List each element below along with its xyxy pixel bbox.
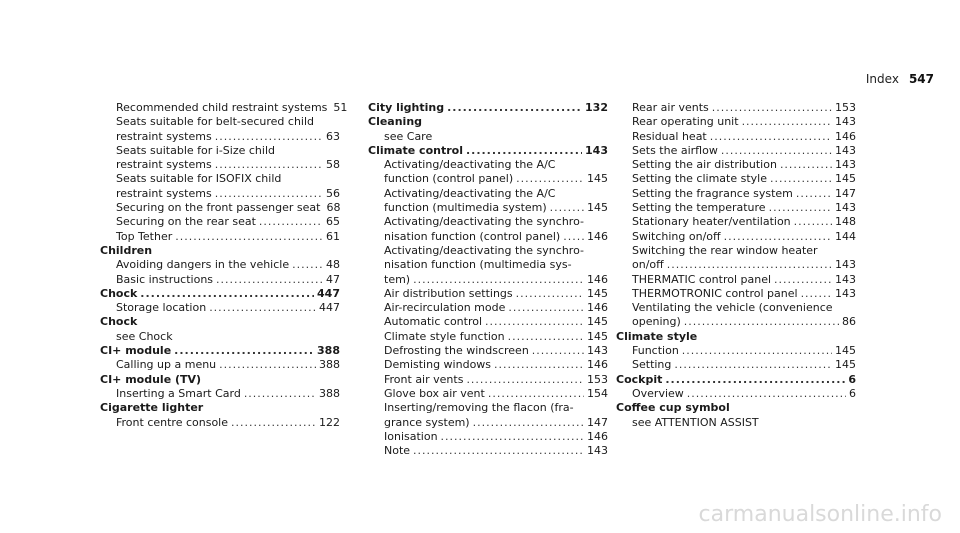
leader-dots: [667, 258, 832, 272]
entry-page-number: 146: [587, 272, 608, 286]
entry-text: Storage location: [116, 301, 207, 315]
entry-text: Setting: [632, 358, 672, 372]
leader-dots: [710, 130, 832, 144]
entry-text: Inserting a Smart Card: [116, 386, 241, 400]
entry-page-number: 148: [835, 215, 856, 229]
entry-text: Residual heat: [632, 129, 707, 143]
index-subentry: [100, 201, 340, 215]
index-subentry: [616, 416, 856, 430]
entry-page-number: 6: [849, 386, 856, 400]
entry-page-number: 143: [835, 143, 856, 157]
entry-page-number: 147: [835, 186, 856, 200]
entry-text: Glove box air vent: [384, 386, 485, 400]
entry-text: Demisting windows: [384, 358, 492, 372]
entry-text: Cigarette lighter: [100, 401, 204, 415]
leader-dots: [413, 273, 584, 287]
index-heading: [100, 287, 340, 301]
leader-dots: [794, 215, 832, 229]
index-subentry: [616, 158, 856, 172]
entry-text: Front air vents: [384, 372, 464, 386]
index-subentry: [100, 258, 340, 272]
index-subentry: [616, 258, 856, 272]
index-heading: [616, 401, 856, 415]
entry-page-number: 58: [326, 158, 340, 172]
index-subentry: [368, 301, 608, 315]
entry-text: Seats suitable for ISOFIX child: [116, 172, 282, 186]
entry-text: Activating/deactivating the A/C: [384, 186, 556, 200]
entry-page-number: 146: [587, 358, 608, 372]
index-subentry: [368, 315, 608, 329]
index-subentry: [616, 201, 856, 215]
index-subentry: [100, 230, 340, 244]
index-heading: [368, 101, 608, 115]
entry-text: restraint systems: [116, 129, 212, 143]
index-subentry: [616, 244, 856, 258]
entry-text: Setting the climate style: [632, 172, 768, 186]
entry-page-number: 143: [587, 344, 608, 358]
index-subentry: [616, 273, 856, 287]
index-heading: [616, 373, 856, 387]
entry-text: see Care: [384, 129, 433, 143]
entry-text: Note: [384, 444, 411, 458]
entry-page-number: 47: [326, 272, 340, 286]
leader-dots: [724, 230, 832, 244]
page-header: [866, 72, 934, 86]
entry-text: Rear operating unit: [632, 115, 739, 129]
index-subentry: [616, 358, 856, 372]
index-subentry: [368, 287, 608, 301]
index-subentry: [100, 273, 340, 287]
index-subentry: [368, 187, 608, 201]
index-subentry: [368, 244, 608, 258]
index-column-2: [368, 101, 608, 458]
entry-page-number: 6: [848, 372, 856, 386]
entry-text: Sets the airflow: [632, 143, 718, 157]
entry-text: nisation function (multimedia sys-: [384, 258, 572, 272]
entry-text: nisation function (control panel): [384, 229, 561, 243]
index-subentry: [616, 172, 856, 186]
entry-text: Chock: [100, 286, 138, 300]
index-subentry: [368, 401, 608, 415]
entry-text: Cleaning: [368, 115, 423, 129]
entry-page-number: 153: [587, 372, 608, 386]
leader-dots: [466, 144, 582, 158]
entry-text: opening): [632, 315, 681, 329]
leader-dots: [485, 315, 584, 329]
entry-text: Ionisation: [384, 429, 438, 443]
entry-text: Front centre console: [116, 415, 228, 429]
entry-text: Securing on the front passenger seat: [116, 201, 321, 215]
leader-dots: [712, 101, 832, 115]
index-subentry: [368, 358, 608, 372]
leader-dots: [774, 273, 832, 287]
entry-page-number: 145: [587, 315, 608, 329]
index-subentry: [100, 101, 348, 115]
leader-dots: [508, 330, 584, 344]
leader-dots: [796, 187, 832, 201]
index-subentry: [616, 315, 856, 329]
entry-page-number: 51: [333, 101, 348, 114]
index-subentry: [616, 344, 856, 358]
entry-page-number: 388: [317, 344, 340, 358]
leader-dots: [801, 287, 832, 301]
index-heading: [100, 401, 340, 415]
index-subentry: [368, 130, 608, 144]
leader-dots: [494, 358, 584, 372]
index-subentry: [100, 215, 340, 229]
index-heading: [100, 315, 340, 329]
watermark: carmanualsonline.info: [698, 502, 942, 527]
index-subentry: [368, 330, 608, 344]
index-heading: [100, 373, 340, 387]
index-subentry: [368, 430, 608, 444]
entry-text: Inserting/removing the flacon (fra-: [384, 401, 574, 415]
entry-page-number: 143: [835, 158, 856, 172]
entry-page-number: 122: [319, 415, 340, 429]
index-subentry: [368, 273, 608, 287]
entry-text: Ventilating the vehicle (convenience: [632, 301, 833, 315]
entry-page-number: 145: [587, 329, 608, 343]
entry-text: Overview: [632, 386, 684, 400]
index-subentry: [368, 215, 608, 229]
entry-text: Air-recirculation mode: [384, 301, 506, 315]
entry-page-number: 145: [835, 344, 856, 358]
index-subentry: [100, 301, 340, 315]
index-subentry: [100, 416, 340, 430]
entry-text: Seats suitable for belt-secured child: [116, 115, 315, 129]
index-heading: [616, 330, 856, 344]
entry-text: Switching on/off: [632, 229, 721, 243]
entry-text: Avoiding dangers in the vehicle: [116, 258, 290, 272]
leader-dots: [215, 187, 323, 201]
entry-page-number: 447: [317, 286, 340, 300]
entry-page-number: 146: [835, 129, 856, 143]
entry-page-number: 447: [319, 301, 340, 315]
entry-page-number: 143: [835, 258, 856, 272]
leader-dots: [742, 115, 832, 129]
entry-text: Basic instructions: [116, 272, 214, 286]
entry-text: restraint systems: [116, 186, 212, 200]
entry-text: Automatic control: [384, 315, 483, 329]
entry-text: Activating/deactivating the synchro-: [384, 215, 584, 229]
entry-text: restraint systems: [116, 158, 212, 172]
index-subentry: [616, 215, 856, 229]
entry-page-number: 144: [835, 229, 856, 243]
index-subentry: [616, 187, 856, 201]
entry-text: Chock: [100, 315, 138, 329]
entry-text: Setting the air distribution: [632, 158, 777, 172]
leader-dots: [674, 358, 832, 372]
index-subentry: [100, 172, 340, 186]
entry-page-number: 48: [326, 258, 340, 272]
entry-text: Activating/deactivating the synchro-: [384, 243, 584, 257]
leader-dots: [780, 158, 832, 172]
entry-page-number: 145: [587, 201, 608, 215]
page-number: 547: [908, 72, 934, 86]
leader-dots: [216, 273, 323, 287]
index-subentry: [616, 144, 856, 158]
leader-dots: [231, 416, 316, 430]
entry-text: see Chock: [116, 329, 173, 343]
entry-text: Function: [632, 344, 679, 358]
entry-page-number: 143: [585, 143, 608, 157]
index-subentry: [616, 387, 856, 401]
leader-dots: [721, 144, 832, 158]
entry-page-number: 132: [585, 101, 608, 114]
entry-text: City lighting: [368, 101, 445, 114]
leader-dots: [244, 387, 316, 401]
leader-dots: [175, 230, 323, 244]
entry-text: function (multimedia system): [384, 201, 547, 215]
entry-text: Setting the fragrance system: [632, 186, 793, 200]
leader-dots: [684, 315, 839, 329]
entry-text: Climate style: [616, 329, 698, 343]
index-subentry: [100, 358, 340, 372]
entry-page-number: 143: [835, 201, 856, 215]
index-subentry: [368, 158, 608, 172]
entry-text: function (control panel): [384, 172, 514, 186]
entry-text: Coffee cup symbol: [616, 401, 730, 415]
index-subentry: [368, 416, 608, 430]
entry-text: THERMATIC control panel: [632, 272, 772, 286]
index-subentry: [368, 172, 608, 186]
entry-text: CI+ module (TV): [100, 372, 202, 386]
index-subentry: [616, 287, 856, 301]
leader-dots: [215, 158, 323, 172]
entry-page-number: 147: [587, 415, 608, 429]
leader-dots: [140, 287, 314, 301]
entry-text: Securing on the rear seat: [116, 215, 256, 229]
entry-text: Cockpit: [616, 372, 663, 386]
index-column-1: [100, 101, 348, 430]
entry-text: tem): [384, 272, 411, 286]
entry-page-number: 146: [587, 301, 608, 315]
index-subentry: [368, 344, 608, 358]
leader-dots: [209, 301, 316, 315]
entry-text: Rear air vents: [632, 101, 709, 114]
index-heading: [368, 115, 608, 129]
entry-page-number: 145: [587, 172, 608, 186]
index-subentry: [368, 201, 608, 215]
entry-page-number: 153: [835, 101, 856, 114]
leader-dots: [516, 172, 584, 186]
index-subentry: [100, 330, 340, 344]
entry-text: Switching the rear window heater: [632, 243, 818, 257]
index-subentry: [100, 158, 340, 172]
entry-page-number: 146: [587, 229, 608, 243]
index-subentry: [368, 387, 608, 401]
leader-dots: [770, 172, 832, 186]
entry-text: Climate control: [368, 143, 463, 157]
index-subentry: [100, 115, 340, 129]
leader-dots: [466, 373, 584, 387]
leader-dots: [292, 258, 323, 272]
entry-text: grance system): [384, 415, 470, 429]
leader-dots: [215, 130, 323, 144]
leader-dots: [687, 387, 846, 401]
leader-dots: [259, 215, 323, 229]
entry-page-number: 61: [326, 229, 340, 243]
entry-page-number: 154: [587, 386, 608, 400]
index-subentry: [368, 373, 608, 387]
entry-text: Setting the temperature: [632, 201, 766, 215]
leader-dots: [682, 344, 832, 358]
index-subentry: [616, 301, 856, 315]
index-subentry: [100, 130, 340, 144]
index-heading: [368, 144, 608, 158]
entry-text: Stationary heater/ventilation: [632, 215, 791, 229]
entry-page-number: 145: [587, 286, 608, 300]
entry-page-number: 56: [326, 186, 340, 200]
entry-text: see ATTENTION ASSIST: [632, 415, 759, 429]
leader-dots: [441, 430, 584, 444]
leader-dots: [413, 444, 584, 458]
entry-text: CI+ module: [100, 344, 172, 358]
leader-dots: [563, 230, 584, 244]
index-subentry: [616, 130, 856, 144]
leader-dots: [516, 287, 584, 301]
leader-dots: [174, 344, 314, 358]
leader-dots: [532, 344, 584, 358]
index-subentry: [100, 387, 340, 401]
leader-dots: [488, 387, 584, 401]
entry-text: on/off: [632, 258, 664, 272]
entry-page-number: 143: [835, 286, 856, 300]
entry-page-number: 145: [835, 358, 856, 372]
entry-page-number: 68: [326, 201, 341, 215]
entry-text: Activating/deactivating the A/C: [384, 158, 556, 172]
leader-dots: [769, 201, 832, 215]
leader-dots: [550, 201, 584, 215]
entry-page-number: 86: [842, 315, 856, 329]
entry-text: Recommended child restraint systems: [116, 101, 328, 114]
leader-dots: [219, 358, 316, 372]
leader-dots: [473, 416, 584, 430]
entry-text: Calling up a menu: [116, 358, 217, 372]
entry-page-number: 143: [835, 272, 856, 286]
index-label: Index: [865, 72, 899, 86]
entry-page-number: 143: [587, 444, 608, 458]
index-column-3: [616, 101, 856, 430]
entry-page-number: 388: [319, 386, 340, 400]
entry-text: Seats suitable for i-Size child: [116, 143, 275, 157]
index-subentry: [616, 101, 856, 115]
index-subentry: [616, 115, 856, 129]
entry-page-number: 65: [326, 215, 340, 229]
index-subentry: [368, 258, 608, 272]
index-subentry: [368, 444, 608, 458]
entry-page-number: 63: [326, 129, 340, 143]
entry-text: Defrosting the windscreen: [384, 344, 529, 358]
leader-dots: [665, 373, 845, 387]
index-subentry: [100, 187, 340, 201]
entry-page-number: 388: [319, 358, 340, 372]
entry-page-number: 146: [587, 429, 608, 443]
index-subentry: [100, 144, 340, 158]
entry-text: Children: [100, 243, 153, 257]
leader-dots: [447, 101, 582, 115]
entry-text: Top Tether: [116, 229, 173, 243]
index-subentry: [616, 230, 856, 244]
leader-dots: [508, 301, 584, 315]
entry-text: Air distribution settings: [384, 286, 513, 300]
entry-text: Climate style function: [384, 329, 505, 343]
index-heading: [100, 244, 340, 258]
entry-page-number: 145: [835, 172, 856, 186]
entry-text: THERMOTRONIC control panel: [632, 286, 798, 300]
entry-page-number: 143: [835, 115, 856, 129]
index-subentry: [368, 230, 608, 244]
index-heading: [100, 344, 340, 358]
